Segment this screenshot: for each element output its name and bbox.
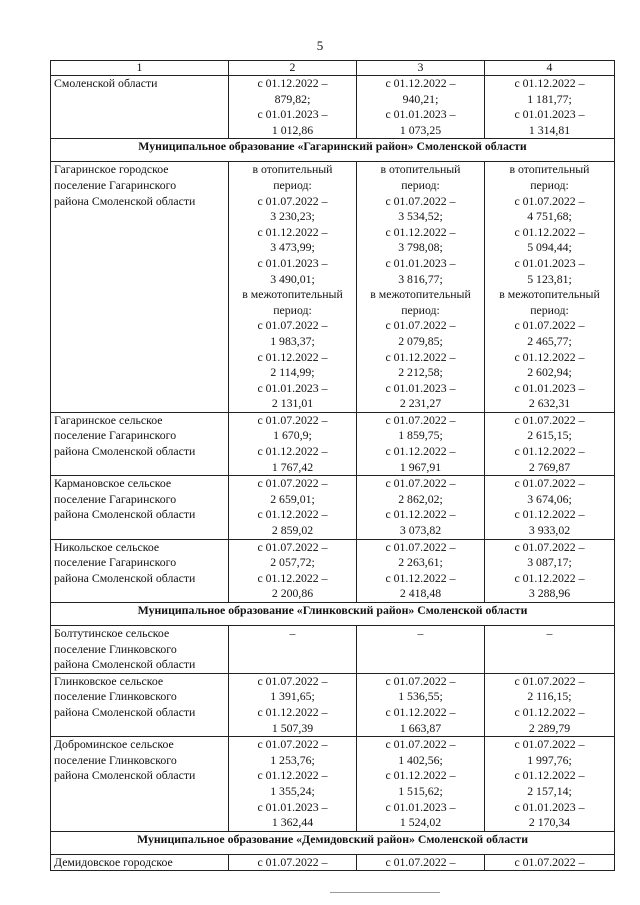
tariff-line: в межотопительный (370, 287, 471, 302)
tariff-cell-col-3 (357, 162, 485, 413)
section-row (51, 603, 615, 626)
tariff-cell-col-3 (357, 673, 485, 736)
tariff-line: 2 418,48 (399, 586, 442, 601)
tariff-line: 2 057,72; (270, 555, 315, 570)
tariff-line: с 01.07.2022 – (257, 318, 328, 333)
tariff-line: 3 230,23; (270, 209, 315, 224)
tariff-line: 1 507,39 (271, 720, 314, 735)
tariff-line: с 01.12.2022 – (257, 444, 328, 459)
tariff-line: с 01.01.2023 – (385, 107, 456, 122)
tariff-line: с 01.12.2022 – (385, 224, 456, 239)
tariff-cell-col-4 (485, 626, 615, 674)
tariff-line: с 01.07.2022 – (514, 737, 585, 752)
settlement-name (51, 626, 229, 674)
tariff-line: с 01.01.2023 – (257, 255, 328, 270)
settlement-name (51, 476, 229, 539)
section-title: Муниципальное образование «Демидовский район» Смоленской области (51, 831, 615, 854)
settlement-name-line: поселение Глинковского (54, 689, 177, 704)
settlement-name-line: Гагаринское сельское (54, 412, 163, 427)
settlement-name-line: поселение Глинковского (54, 641, 177, 656)
tariff-line: 1 767,42 (271, 459, 314, 474)
tariff-cell-col-3 (357, 412, 485, 475)
tariff-line: 1 355,24; (270, 783, 315, 798)
tariff-line: 2 289,79 (528, 720, 571, 735)
tariff-line: с 01.07.2022 – (257, 737, 328, 752)
tariff-line: 879,82; (274, 91, 311, 106)
settlement-name (51, 737, 229, 832)
tariff-line: период: (273, 177, 312, 192)
tariff-line: в отопительный (380, 162, 461, 177)
tariff-line: с 01.07.2022 – (514, 673, 585, 688)
tariff-line: с 01.12.2022 – (514, 444, 585, 459)
tariff-line: 1 073,25 (399, 122, 442, 137)
settlement-name-line: Глинковское сельское (54, 673, 164, 688)
tariff-line: с 01.12.2022 – (257, 704, 328, 719)
section-row (51, 139, 615, 162)
settlement-name-line: Болтутинское сельское (54, 626, 170, 640)
settlement-name-line: Никольское сельское (54, 539, 160, 554)
tariff-line: 1 391,65; (270, 689, 315, 704)
settlement-name-line: Кармановское сельское (54, 476, 172, 491)
tariff-line: с 01.07.2022 – (385, 539, 456, 554)
tariff-line: с 01.12.2022 – (257, 224, 328, 239)
tariff-line: с 01.01.2023 – (385, 799, 456, 814)
column-number-2: 2 (229, 61, 357, 76)
tariff-line: с 01.12.2022 – (514, 570, 585, 585)
tariff-line: период: (273, 302, 312, 317)
tariff-line: с 01.12.2022 – (385, 349, 456, 364)
tariff-line: 2 263,61; (398, 555, 443, 570)
table-row (51, 673, 615, 736)
tariff-line: 1 997,76; (527, 752, 572, 767)
tariff-line: с 01.12.2022 – (385, 507, 456, 522)
tariff-line: в отопительный (509, 162, 590, 177)
tariff-line: с 01.07.2022 – (514, 539, 585, 554)
section-title: Муниципальное образование «Гагаринский район» Смоленской области (51, 139, 615, 162)
settlement-name-line: Демидовское городское (54, 854, 173, 869)
tariff-table (50, 60, 615, 871)
tariff-line: 1 012,86 (271, 122, 314, 137)
tariff-line: 2 602,94; (527, 365, 572, 380)
settlement-name (51, 162, 229, 413)
tariff-cell-col-4 (485, 673, 615, 736)
settlement-name-line: района Смоленской области (54, 657, 196, 672)
settlement-name-line: поселение Гагаринского (54, 177, 177, 192)
tariff-line: 2 200,86 (271, 586, 314, 601)
tariff-line: с 01.01.2023 – (257, 107, 328, 122)
settlement-name-line: Гагаринское городское (54, 162, 169, 177)
table-row (51, 76, 615, 139)
tariff-line: 3 073,82 (399, 523, 442, 538)
tariff-line: в отопительный (252, 162, 333, 177)
tariff-line: с 01.01.2023 – (514, 255, 585, 270)
tariff-cell-col-3 (357, 539, 485, 602)
tariff-line: с 01.07.2022 – (257, 412, 328, 427)
tariff-line: с 01.07.2022 – (257, 854, 328, 869)
tariff-line: период: (401, 302, 440, 317)
settlement-name (51, 539, 229, 602)
settlement-name-line: района Смоленской области (54, 193, 196, 208)
tariff-line: с 01.12.2022 – (514, 76, 585, 90)
tariff-line: период: (530, 302, 569, 317)
tariff-line: 1 515,62; (398, 783, 443, 798)
tariff-line: 1 362,44 (271, 815, 314, 830)
tariff-line: 3 816,77; (398, 271, 443, 286)
tariff-line: 1 253,76; (270, 752, 315, 767)
tariff-line: с 01.07.2022 – (514, 412, 585, 427)
column-number-1: 1 (51, 61, 229, 76)
page-number: 5 (316, 38, 324, 53)
tariff-cell-col-3 (357, 737, 485, 832)
tariff-cell-col-3 (357, 626, 485, 674)
tariff-line: 2 632,31 (528, 396, 571, 411)
tariff-line: 1 983,37; (270, 333, 315, 348)
table-row (51, 476, 615, 539)
tariff-cell-col-4 (485, 162, 615, 413)
tariff-line: с 01.12.2022 – (514, 768, 585, 783)
tariff-line: 2 615,15; (527, 428, 572, 443)
tariff-line: 3 674,06; (527, 491, 572, 506)
tariff-line: 1 663,87 (399, 720, 442, 735)
tariff-line: с 01.12.2022 – (257, 76, 328, 90)
tariff-line: с 01.12.2022 – (385, 76, 456, 90)
tariff-line: с 01.07.2022 – (514, 193, 585, 208)
tariff-line: с 01.12.2022 – (385, 570, 456, 585)
settlement-name-line: поселение Глинковского (54, 752, 177, 767)
tariff-cell-col-2 (229, 476, 357, 539)
tariff-line: 2 170,34 (528, 815, 571, 830)
tariff-line: с 01.07.2022 – (385, 737, 456, 752)
settlement-name-line: поселение Гагаринского (54, 555, 177, 570)
tariff-line: с 01.12.2022 – (257, 768, 328, 783)
tariff-line: с 01.01.2023 – (385, 255, 456, 270)
tariff-line: период: (530, 177, 569, 192)
tariff-line: – (417, 626, 424, 640)
tariff-line: 940,21; (402, 91, 439, 106)
tariff-line: 3 933,02 (528, 523, 571, 538)
tariff-line: с 01.12.2022 – (514, 224, 585, 239)
tariff-cell-col-4 (485, 854, 615, 871)
tariff-line: 2 131,01 (271, 396, 314, 411)
tariff-line: с 01.12.2022 – (385, 768, 456, 783)
tariff-line: 3 288,96 (528, 586, 571, 601)
tariff-line: с 01.12.2022 – (514, 704, 585, 719)
tariff-line: с 01.12.2022 – (257, 570, 328, 585)
tariff-cell-col-4 (485, 476, 615, 539)
tariff-line: 2 769,87 (528, 459, 571, 474)
settlement-name (51, 412, 229, 475)
tariff-line: в межотопительный (499, 287, 600, 302)
table-row (51, 162, 615, 413)
tariff-line: с 01.07.2022 – (257, 673, 328, 688)
tariff-line: 2 212,58; (398, 365, 443, 380)
section-row (51, 831, 615, 854)
table-row (51, 539, 615, 602)
tariff-cell-col-2 (229, 854, 357, 871)
tariff-line: 2 231,27 (399, 396, 442, 411)
settlement-name-line: Смоленской области (54, 76, 158, 90)
tariff-cell-col-4 (485, 76, 615, 139)
tariff-line: с 01.07.2022 – (385, 854, 456, 869)
tariff-line: 1 181,77; (527, 91, 572, 106)
tariff-line: 3 490,01; (270, 271, 315, 286)
tariff-table-body (51, 61, 615, 871)
tariff-line: 1 536,55; (398, 689, 443, 704)
tariff-cell-col-3 (357, 476, 485, 539)
column-number-4: 4 (485, 61, 615, 76)
tariff-cell-col-3 (357, 76, 485, 139)
table-row (51, 412, 615, 475)
tariff-line: с 01.12.2022 – (257, 349, 328, 364)
tariff-line: 4 751,68; (527, 209, 572, 224)
tariff-cell-col-2 (229, 673, 357, 736)
settlement-name (51, 854, 229, 871)
tariff-line: период: (401, 177, 440, 192)
settlement-name-line: района Смоленской области (54, 507, 196, 522)
tariff-line: с 01.01.2023 – (257, 799, 328, 814)
tariff-cell-col-2 (229, 626, 357, 674)
tariff-line: с 01.12.2022 – (514, 507, 585, 522)
table-row (51, 854, 615, 871)
tariff-line: 2 465,77; (527, 333, 572, 348)
settlement-name-line: Доброминское сельское (54, 737, 174, 752)
tariff-line: с 01.07.2022 – (257, 539, 328, 554)
tariff-line: 1 859,75; (398, 428, 443, 443)
settlement-name (51, 76, 229, 139)
tariff-cell-col-2 (229, 737, 357, 832)
column-number-3: 3 (357, 61, 485, 76)
tariff-line: с 01.01.2023 – (514, 107, 585, 122)
tariff-cell-col-4 (485, 412, 615, 475)
tariff-line: с 01.01.2023 – (514, 380, 585, 395)
tariff-cell-col-3 (357, 854, 485, 871)
table-row (51, 737, 615, 832)
tariff-line: с 01.07.2022 – (514, 854, 585, 869)
tariff-cell-col-2 (229, 162, 357, 413)
tariff-line: с 01.01.2023 – (514, 799, 585, 814)
tariff-cell-col-2 (229, 412, 357, 475)
tariff-cell-col-4 (485, 737, 615, 832)
tariff-line: 1 314,81 (528, 122, 571, 137)
tariff-line: с 01.12.2022 – (257, 507, 328, 522)
tariff-line: 1 402,56; (398, 752, 443, 767)
tariff-line: 1 670,9; (273, 428, 312, 443)
tariff-line: – (546, 626, 553, 640)
tariff-line: 2 862,02; (398, 491, 443, 506)
tariff-line: с 01.12.2022 – (385, 444, 456, 459)
tariff-cell-col-2 (229, 76, 357, 139)
tariff-line: с 01.07.2022 – (257, 193, 328, 208)
tariff-line: 3 087,17; (527, 555, 572, 570)
scan-mark (330, 892, 440, 893)
tariff-line: с 01.07.2022 – (385, 673, 456, 688)
tariff-line: с 01.12.2022 – (385, 704, 456, 719)
settlement-name-line: поселение Гагаринского (54, 428, 177, 443)
settlement-name-line: поселение Гагаринского (54, 491, 177, 506)
section-title: Муниципальное образование «Глинковский район» Смоленской области (51, 603, 615, 626)
tariff-line: 2 116,15; (527, 689, 572, 704)
tariff-line: с 01.01.2023 – (257, 380, 328, 395)
tariff-line: 1 967,91 (399, 459, 442, 474)
tariff-cell-col-4 (485, 539, 615, 602)
tariff-line: 2 659,01; (270, 491, 315, 506)
tariff-line: с 01.07.2022 – (514, 318, 585, 333)
tariff-line: с 01.07.2022 – (385, 193, 456, 208)
tariff-cell-col-2 (229, 539, 357, 602)
tariff-line: 3 473,99; (270, 240, 315, 255)
settlement-name-line: района Смоленской области (54, 444, 196, 459)
tariff-line: в межотопительный (242, 287, 343, 302)
settlement-name-line: района Смоленской области (54, 704, 196, 719)
tariff-line: с 01.07.2022 – (514, 476, 585, 491)
tariff-line: с 01.07.2022 – (385, 476, 456, 491)
tariff-line: 5 094,44; (527, 240, 572, 255)
tariff-line: – (289, 626, 296, 640)
tariff-line: с 01.07.2022 – (257, 476, 328, 491)
tariff-line: 1 524,02 (399, 815, 442, 830)
settlement-name-line: района Смоленской области (54, 768, 196, 783)
tariff-line: с 01.07.2022 – (385, 412, 456, 427)
tariff-line: 2 079,85; (398, 333, 443, 348)
tariff-line: 2 114,99; (270, 365, 315, 380)
column-number-row (51, 61, 615, 76)
settlement-name (51, 673, 229, 736)
tariff-line: 2 157,14; (527, 783, 572, 798)
tariff-line: 3 534,52; (398, 209, 443, 224)
table-row (51, 626, 615, 674)
settlement-name-line: района Смоленской области (54, 570, 196, 585)
tariff-line: 5 123,81; (527, 271, 572, 286)
tariff-line: 2 859,02 (271, 523, 314, 538)
tariff-line: с 01.07.2022 – (385, 318, 456, 333)
tariff-line: с 01.12.2022 – (514, 349, 585, 364)
tariff-line: 3 798,08; (398, 240, 443, 255)
tariff-line: с 01.01.2023 – (385, 380, 456, 395)
